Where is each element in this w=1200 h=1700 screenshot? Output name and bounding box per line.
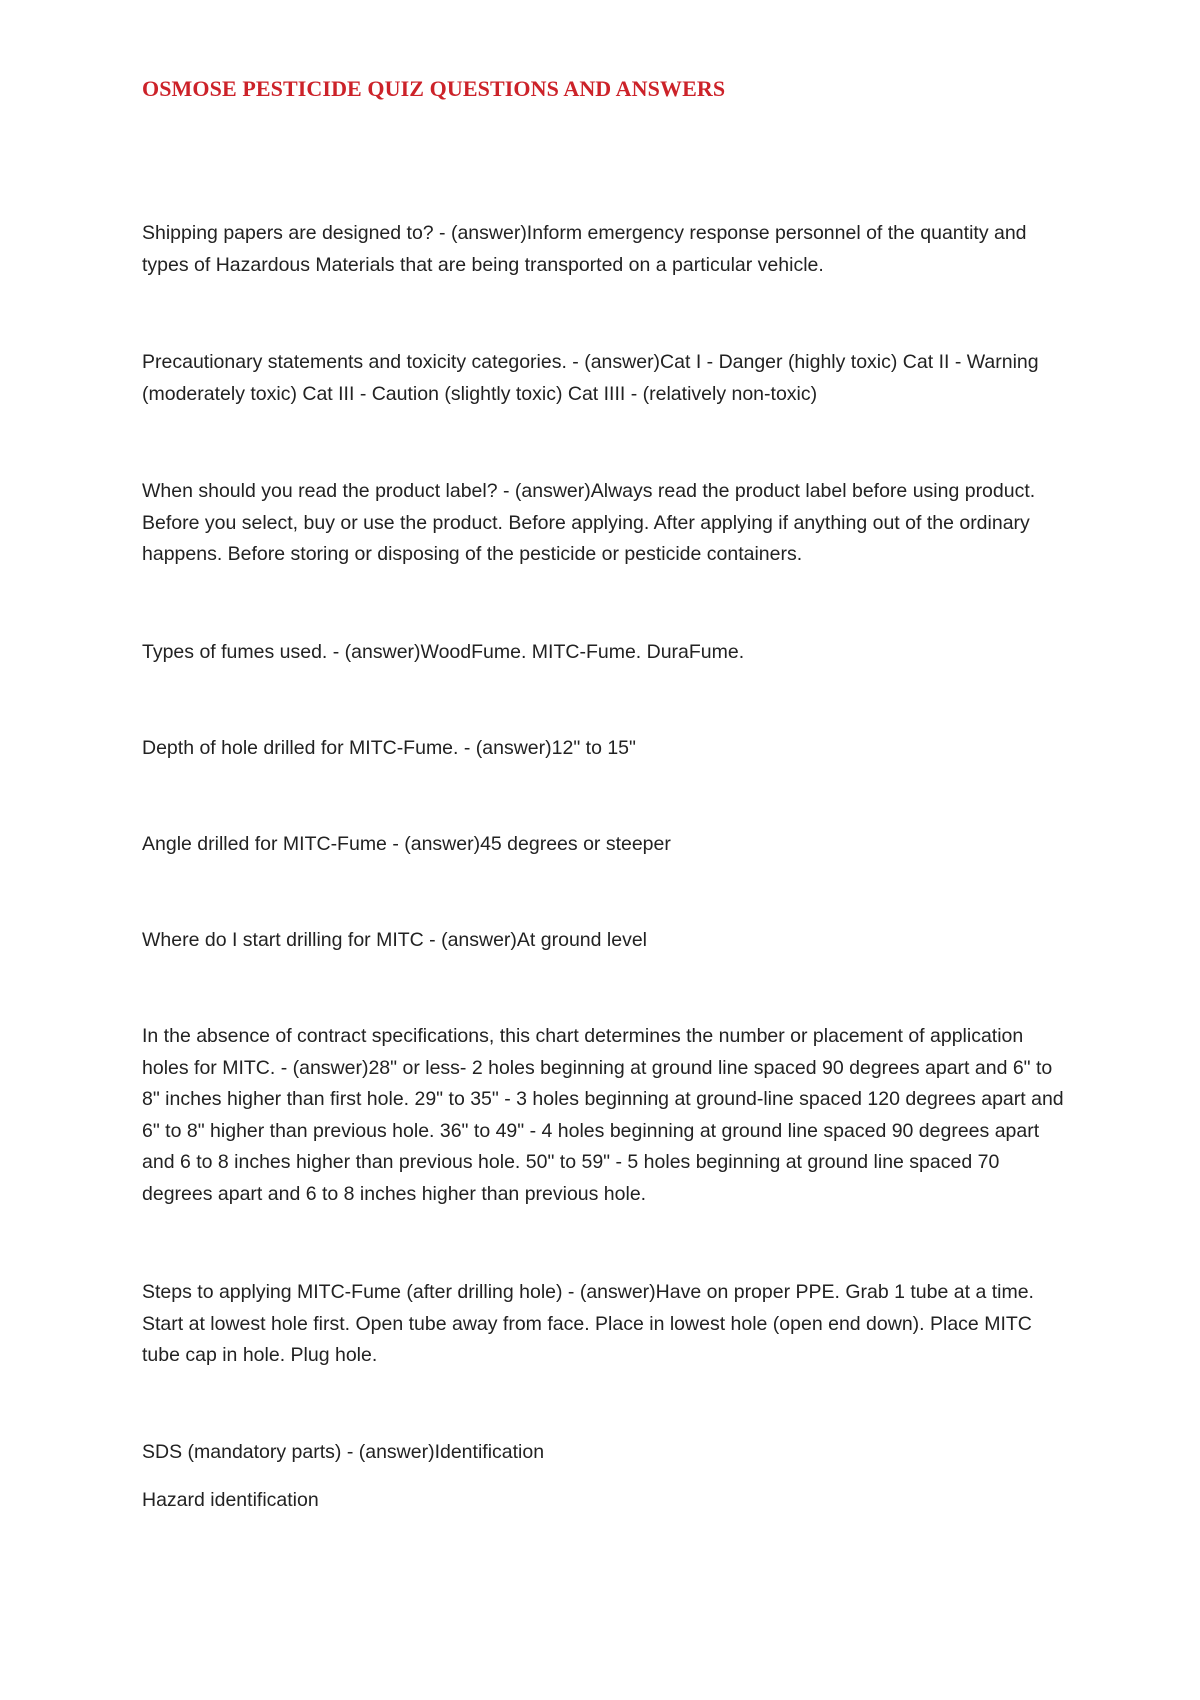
qa-entry: Depth of hole drilled for MITC-Fume. - (answer)12" to 15"	[142, 737, 636, 759]
qa-entry: Angle drilled for MITC-Fume - (answer)45 degrees or steeper	[142, 833, 671, 855]
qa-entry: Steps to applying MITC-Fume (after drilling hole) - (answer)Have on proper PPE. Grab 1 tube at a time. Start at lowest hole first. Open tube away from face. Place in lowest hole (open end down). Place MITC tube cap in hole. Plug hole.	[142, 1281, 1034, 1366]
document-title: OSMOSE PESTICIDE QUIZ QUESTIONS AND ANSWERS	[142, 76, 726, 101]
qa-entry: When should you read the product label? - (answer)Always read the product label before using product. Before you select, buy or use the product. Before applying. After applying if anything out of the ordinary happens. Before storing or disposing of the pesticide or pesticide containers.	[142, 480, 1036, 565]
qa-entry-continuation: Hazard identification	[142, 1489, 319, 1511]
qa-entry: Shipping papers are designed to? - (answer)Inform emergency response personnel of the quantity and types of Hazardous Materials that are being transported on a particular vehicle.	[142, 222, 1027, 276]
qa-entry: Where do I start drilling for MITC - (answer)At ground level	[142, 929, 648, 951]
qa-entry: SDS (mandatory parts) - (answer)Identification	[142, 1441, 545, 1463]
qa-entry: Precautionary statements and toxicity categories. - (answer)Cat I - Danger (highly toxic) Cat II - Warning (moderately toxic) Cat III - Caution (slightly toxic) Cat IIII - (relatively non-toxic)	[142, 351, 1039, 405]
qa-entry: In the absence of contract specifications, this chart determines the number or placement of application holes for MITC. - (answer)28" or less- 2 holes beginning at ground line spaced 90 degrees apart and 6" to 8" inches higher than first hole. 29" to 35" - 3 holes beginning at ground-line spaced 120 degrees apart and 6" to 8" higher than previous hole. 36" to 49" - 4 holes beginning at ground line spaced 90 degrees apart and 6 to 8 inches higher than previous hole. 50" to 59" - 5 holes beginning at ground line spaced 70 degrees apart and 6 to 8 inches higher than previous hole.	[142, 1025, 1064, 1205]
qa-entry: Types of fumes used. - (answer)WoodFume. MITC-Fume. DuraFume.	[142, 641, 745, 663]
